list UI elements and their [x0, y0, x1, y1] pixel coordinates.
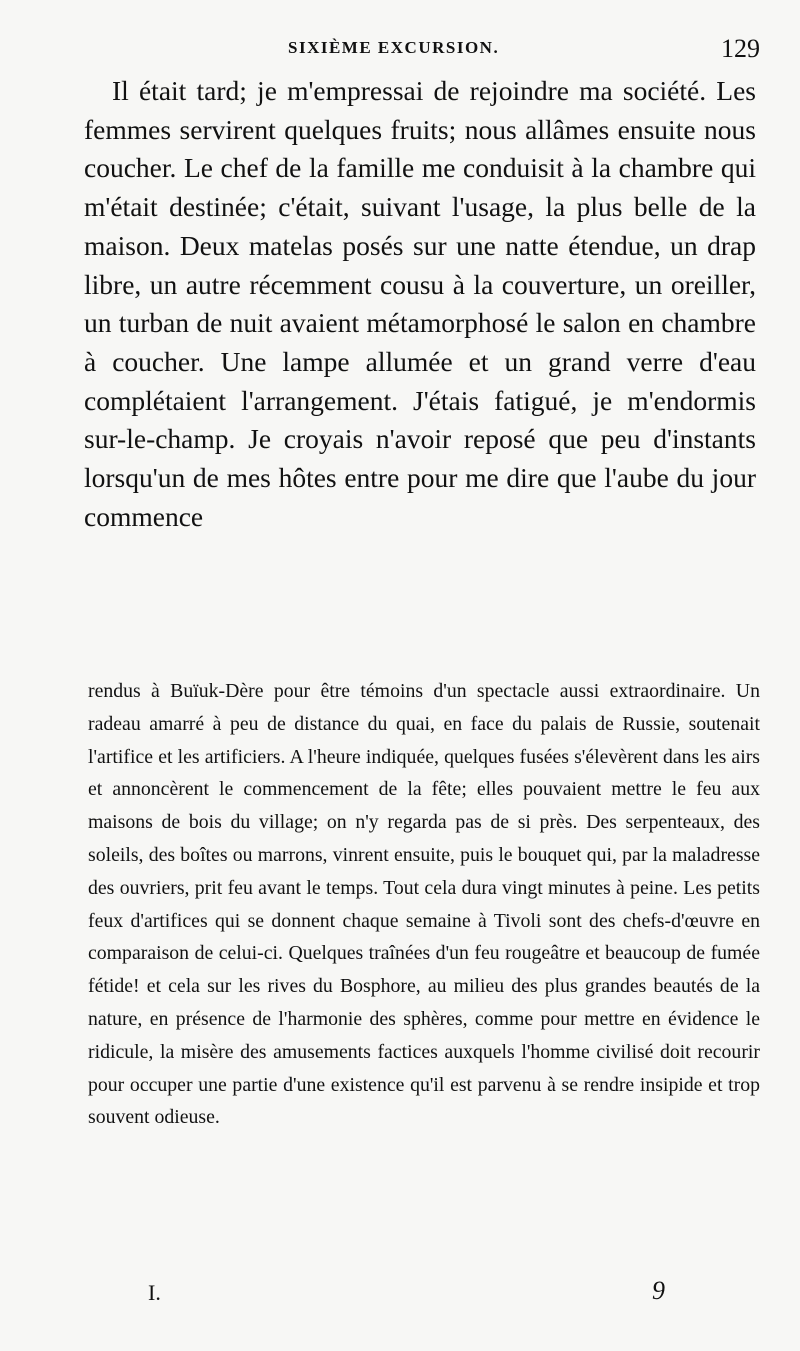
- main-text: [84, 72, 756, 536]
- signature-mark: I.: [148, 1280, 161, 1305]
- page-number: 129: [721, 34, 760, 63]
- footnote: [88, 675, 760, 1134]
- page-footer: [0, 1276, 800, 1316]
- signature-number: 9: [652, 1276, 665, 1305]
- main-paragraph: Il était tard; je m'empressai de rejoindre ma société. Les femmes servirent quelques fruits; nous allâmes ensuite nous coucher. Le chef de la famille me conduisit à la chambre qui m'était destinée; c'était, suivant l'usage, la plus belle de la maison. Deux matelas posés sur une natte étendue, un drap libre, un autre récemment cousu à la couverture, un oreiller, un turban de nuit avaient métamorphosé le salon en chambre à coucher. Une lampe allumée et un grand verre d'eau complétaient l'arrangement. J'étais fatigué, je m'endormis sur-le-champ. Je croyais n'avoir reposé que peu d'instants lorsqu'un de mes hôtes entre pour me dire que l'aube du jour commence: [84, 75, 756, 532]
- footnote-paragraph: rendus à Buïuk-Dère pour être témoins d'un spectacle aussi extraordinaire. Un radeau amarré à peu de distance du quai, en face du palais de Russie, soutenait l'artifice et les artificiers. A l'heure indiquée, quelques fusées s'élevèrent dans les airs et annoncèrent le commencement de la fête; elles pouvaient mettre le feu aux maisons de bois du village; on n'y regarda pas de si près. Des serpenteaux, des soleils, des boîtes ou marrons, vinrent ensuite, puis le bouquet qui, par la maladresse des ouvriers, prit feu avant le temps. Tout cela dura vingt minutes à peine. Les petits feux d'artifices qui se donnent chaque semaine à Tivoli sont des chefs-d'œuvre en comparaison de celui-ci. Quelques traînées d'un feu rougeâtre et beaucoup de fumée fétide! et cela sur les rives du Bosphore, au milieu des plus grandes beautés de la nature, en présence de l'harmonie des sphères, comme pour mettre en évidence le ridicule, la misère des amusements factices auxquels l'homme civilisé doit recourir pour occuper une partie d'une existence qu'il est parvenu à se rendre insipide et trop souvent odieuse.: [88, 680, 760, 1129]
- page-header: [0, 36, 800, 76]
- running-title: SIXIÈME EXCURSION.: [288, 38, 500, 57]
